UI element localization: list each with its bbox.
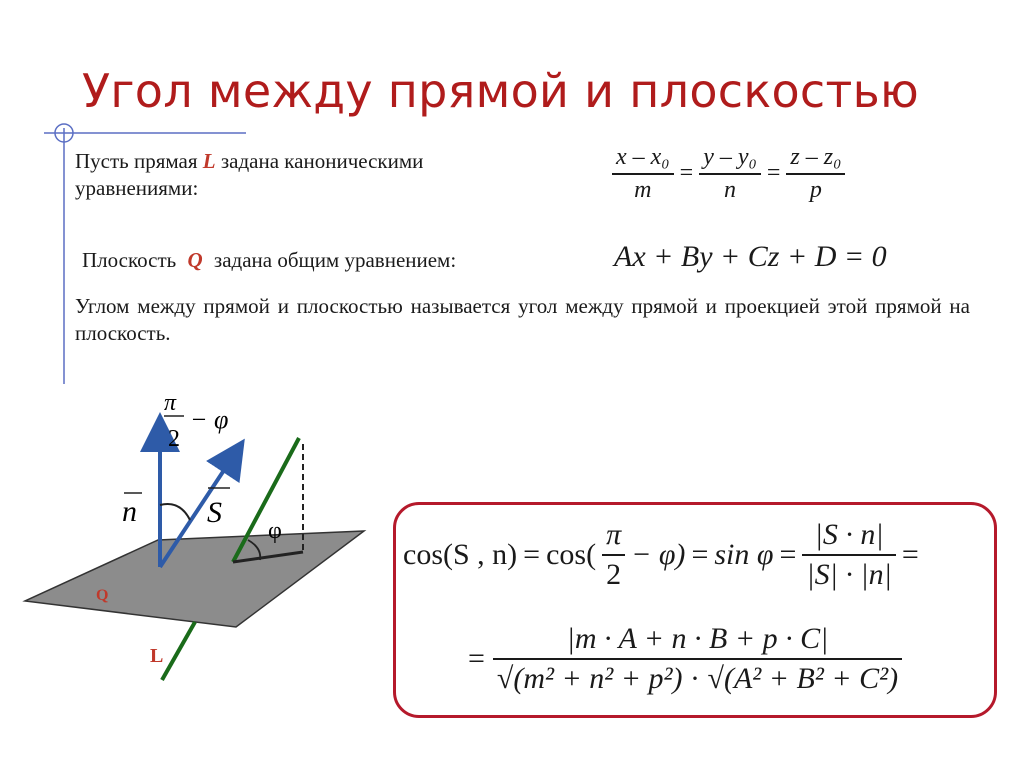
line-symbol: L <box>202 149 216 173</box>
formula-abs-fraction <box>802 518 896 592</box>
fraction-y-denominator: n <box>724 176 737 203</box>
plane-label: Q <box>96 587 109 604</box>
fraction-x-denominator: m <box>634 176 652 203</box>
angle-label-numerator: π <box>163 390 177 416</box>
big-denominator-left: √(m² + n² + p²) <box>496 661 683 695</box>
angle-label-denominator: 2 <box>168 426 180 452</box>
phi-label: φ <box>268 518 282 544</box>
plane-q-shape <box>25 531 364 627</box>
formula-pi-fraction <box>602 518 625 592</box>
normal-direction-arc <box>160 504 190 520</box>
plane-intro-after: задана общим уравнением: <box>213 248 457 272</box>
formula-minus-phi: − φ) <box>631 537 686 571</box>
formula-eq4: = <box>901 537 919 571</box>
pi-numerator: π <box>606 518 622 551</box>
abs-numerator: |S · n| <box>814 518 884 551</box>
equals-sign: = <box>679 160 694 187</box>
big-denominator <box>493 662 902 696</box>
angle-label-rest: − φ <box>190 405 229 434</box>
big-denominator-dot: · <box>690 661 701 695</box>
equals-sign: = <box>766 160 781 187</box>
plane-equation: Ax + By + Cz + D = 0 <box>614 240 887 273</box>
normal-label: n <box>122 495 137 528</box>
intro-line2: уравнениями: <box>75 175 199 200</box>
big-numerator: |m · A + n · B + p · C| <box>566 622 829 655</box>
intro-line1-before: Пусть прямая <box>75 149 198 173</box>
fraction-z-denominator: p <box>809 176 822 203</box>
formula-line-1 <box>403 518 919 592</box>
formula-line-2 <box>468 622 902 696</box>
formula-big-fraction <box>493 622 902 696</box>
big-denominator-right: √(A² + B² + C²) <box>707 661 899 695</box>
formula-sin-phi: sin φ <box>714 537 774 571</box>
formula-eq5: = <box>468 641 485 675</box>
intro-line1-after: задана каноническими <box>220 149 424 173</box>
slide-title: Угол между прямой и плоскостью <box>82 64 920 118</box>
plane-intro-before: Плоскость <box>82 248 177 272</box>
plane-symbol: Q <box>187 248 203 272</box>
direction-label: S <box>207 496 222 529</box>
formula-eq1: = <box>523 537 541 571</box>
line-l-lower <box>162 622 195 680</box>
formula-eq3: = <box>779 537 797 571</box>
pi-denominator: 2 <box>606 557 622 591</box>
fraction-z-numerator: z – z₀ <box>790 144 842 170</box>
definition-text: Углом между прямой и плоскостью называется угол между прямой и проекцией этой прямой на плоскость. <box>75 294 970 345</box>
formula-lhs: cos(S , n) <box>403 537 518 571</box>
fraction-y-numerator: y – y₀ <box>703 144 757 170</box>
formula-eq2: = <box>691 537 709 571</box>
line-label: L <box>150 645 164 667</box>
formula-cos-word: cos( <box>546 537 597 571</box>
fraction-x-numerator: x – x₀ <box>616 144 670 170</box>
abs-denominator: |S| · |n| <box>806 557 892 591</box>
